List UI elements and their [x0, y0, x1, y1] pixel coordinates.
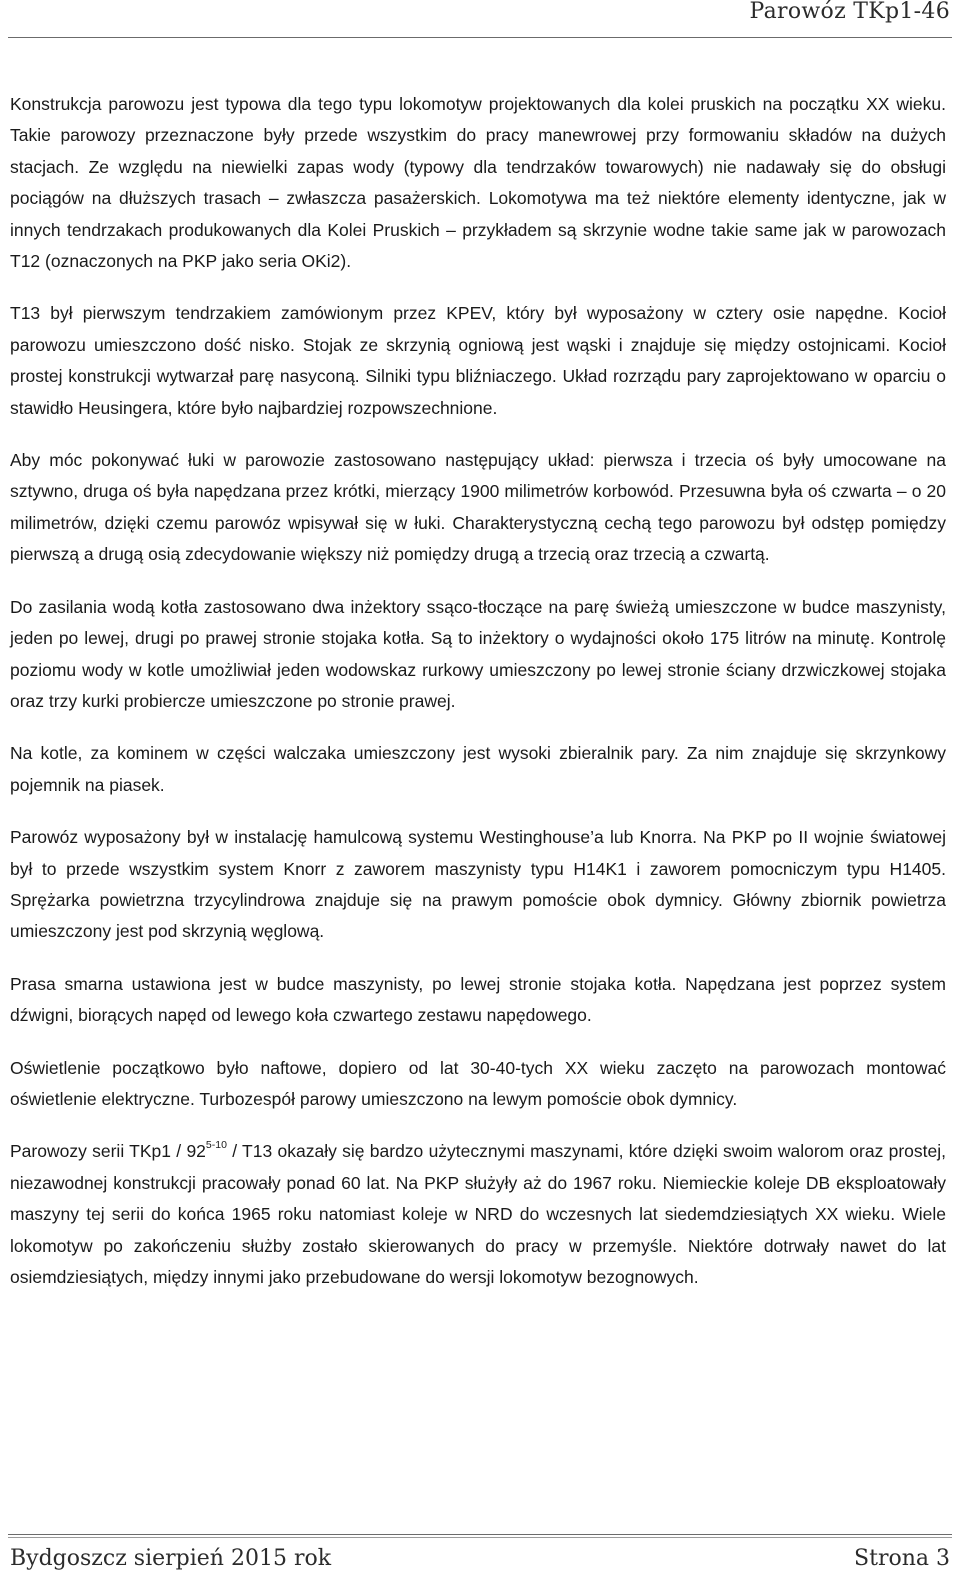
header-divider	[8, 37, 952, 38]
footer-divider	[8, 1534, 952, 1535]
paragraph-text: Prasa smarna ustawiona jest w budce maszynisty, po lewej stronie stojaka kotła. Napędzana jest poprzez system dźwigni, biorących napęd od lewego koła czwartego zestawu napędowego.	[10, 973, 946, 1026]
paragraph-service-history	[10, 1136, 946, 1293]
superscript-series-range: 5-10	[205, 1139, 227, 1152]
paragraph-lubricator	[10, 969, 946, 1032]
paragraph-brakes	[10, 822, 946, 948]
paragraph-text: Parowóz wyposażony był w instalację hamulcową systemu Westinghouse’a lub Knorra. Na PKP po II wojnie światowej był to przede wszystkim system Knorr z zaworem maszynisty typu H14K1 i zaworem pomocniczym typu H1405. Sprężarka powietrzna trzycylindrowa znajduje się na prawym pomoście obok dymnicy. Główny zbiornik powietrza umieszczony jest pod skrzynią węglową.	[10, 827, 946, 942]
paragraph-boiler-dome	[10, 738, 946, 801]
paragraph-text: Aby móc pokonywać łuki w parowozie zastosowano następujący układ: pierwsza i trzecia oś były umocowane na sztywno, druga oś była napędzana przez krótki, mierzący 1900 milimetrów korbowód. Przesuwna była oś czwarta – o 20 milimetrów, dzięki czemu parowóz wpisywał się w łuki. Charakterystyczną cechą tego parowozu był odstęp pomiędzy pierwszą a drugą osią zdecydowanie większy niż pomiędzy drugą a trzecią oraz trzecią a czwartą.	[10, 450, 946, 565]
paragraph-text-rest: / T13 okazały się bardzo użytecznymi maszynami, które dzięki swoim walorom oraz prostej, niezawodnej konstrukcji pracowały ponad 60 lat. Na PKP służyły aż do 1967 roku. Niemieckie koleje DB eksploatowały maszyny tej serii do końca 1965 roku natomiast koleje w NRD do wczesnych lat siedemdziesiątych XX wieku. Wiele lokomotyw po zakończeniu służby zostało skierowanych do pracy w przemyśle. Niektóre dotrwały nawet do lat osiemdziesiątych, między innymi jako przebudowane do wersji lokomotyw bezognowych.	[10, 1141, 947, 1287]
paragraph-construction	[10, 89, 946, 277]
paragraph-text: Oświetlenie początkowo było naftowe, dopiero od lat 30-40-tych XX wieku zaczęto na parowozach montować oświetlenie elektryczne. Turbozespół parowy umieszczono na lewym pomoście obok dymnicy.	[10, 1057, 946, 1109]
paragraph-text-start: Parowozy serii TKp1 / 92	[10, 1141, 206, 1162]
page-header-title: Parowóz TKp1-46	[749, 0, 950, 24]
paragraph-text: Konstrukcja parowozu jest typowa dla tego typu lokomotyw projektowanych dla kolei pruskich na początku XX wieku. Takie parowozy przeznaczone były przede wszystkim do pracy manewrowej przy formowaniu składów na dużych stacjach. Ze względu na niewielki zapas wody (typowy dla tendrzaków towarowych) nie nadawały się do obsługi pociągów na dłuższych trasach – zwłaszcza pasażerskich. Lokomotywa ma też niektóre elementy identyczne, jak w innych tendrzakach produkowanych dla Kolei Pruskich – przykładem są skrzynie wodne takie same jak w parowozach T12 (oznaczonych na PKP jako seria OKi2).	[10, 94, 946, 272]
paragraph-text: T13 był pierwszym tendrzakiem zamówionym przez KPEV, który był wyposażony w cztery osie napędne. Kocioł parowozu umieszczono dość nisko. Stojak ze skrzynią ogniową jest wąski i znajduje się między ostojnicami. Kocioł prostej konstrukcji wytwarzał parę nasyconą. Silniki typu bliźniaczego. Układ rozrządu pary zaprojektowano w oparciu o stawidło Heusingera, które było najbardziej rozpowszechnione.	[10, 303, 946, 418]
paragraph-text: Do zasilania wodą kotła zastosowano dwa inżektory ssąco-tłoczące na parę świeżą umieszczone w budce maszynisty, jeden po lewej, drugi po prawej stronie stojaka kotła. Są to inżektory o wydajności około 175 litrów na minutę. Kontrolę poziomu wody w kotle umożliwiał jeden wodowskaz rurkowy umieszczony po lewej stronie ściany drzwiczkowej stojaka oraz trzy kurki probiercze umieszczone po stronie prawej.	[10, 596, 946, 711]
paragraph-text: Na kotle, za kominem w części walczaka umieszczony jest wysoki zbieralnik pary. Za nim znajduje się skrzynkowy pojemnik na piasek.	[10, 743, 946, 795]
paragraph-axles	[10, 445, 946, 571]
footer-divider-secondary	[8, 1537, 952, 1538]
paragraph-water-supply	[10, 592, 946, 718]
paragraph-lighting	[10, 1053, 946, 1116]
footer-place-date: Bydgoszcz sierpień 2015 rok	[10, 1546, 332, 1571]
footer-page-number: Strona 3	[854, 1546, 950, 1571]
document-body	[10, 89, 946, 1314]
paragraph-t13	[10, 298, 946, 424]
